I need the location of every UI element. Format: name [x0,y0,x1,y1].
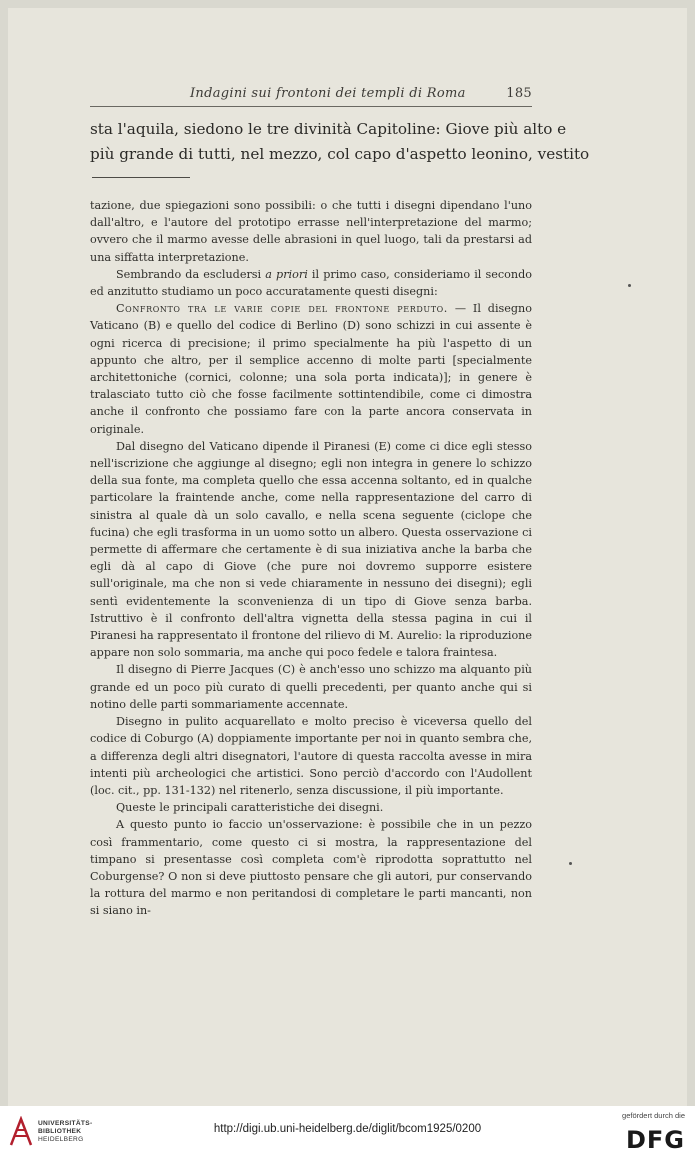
running-header [90,86,532,101]
main-text [90,117,590,167]
dfg-logo: DFG [625,1126,685,1154]
footnote-paragraph: Il disegno di Pierre Jacques (C) è anch'esso uno schizzo ma alquanto più grande ed un poco più curato di quelli precedenti, per quanto anche qui si notino delle parti sommariamente accennate. [90,663,532,711]
main-text-line: sta l'aquila, siedono le tre divinità Capitoline: Giove più alto e [90,120,567,138]
permalink-url[interactable]: http://digi.ub.uni-heidelberg.de/diglit/bcom1925/0200 [213,1123,482,1135]
main-text-line: più grande di tutti, nel mezzo, col capo d'aspetto leonino, vestito [90,145,590,163]
footnote-paragraph: Confronto tra le varie copie del frontone perduto. — Il disegno Vaticano (B) e quello del codice di Berlino (D) sono schizzi in cui assente è ogni ricerca di precisione; il primo specialmente ha più l'aspetto di un appunto che altro, per il semplice accenno di molte parti [specialmente architettoniche (cornici, colonne; una sola porta indicata)]; in genere è tralasciato tutto ciò che fosse facilmente sottintendibile, come ci dimostra anche il confronto che possiamo fare con la parte ancora conservata in originale. [90,302,533,436]
header-rule [90,106,532,107]
funded-by-label: gefördert durch die [622,1111,685,1120]
footnote-paragraph: A questo punto io faccio un'osservazione: è possibile che in un pezzo così frammentario, come questo ci si mostra, la rappresentazione del timpano si presentasse così completa com'è riprodotta soprattutto nel Coburgense? O non si deve piuttosto pensare che gli autori, pur conservando la rottura del marmo e non peritandosi di completare le parti mancanti, non si siano in- [90,818,532,918]
footnote-paragraph: Sembrando da escludersi a priori il primo caso, consideriamo il secondo ed anzitutto studiamo un poco accuratamente questi disegni: [90,267,532,299]
running-title: Indagini sui frontoni dei templi di Roma [190,86,466,101]
page-number: 185 [506,86,532,101]
scan-speck [628,284,631,287]
italic-phrase: a priori [265,267,308,281]
library-name: UNIVERSITÄTS- BIBLIOTHEK HEIDELBERG [38,1120,93,1143]
footnote-paragraph: Queste le principali caratteristiche dei disegni. [116,801,384,815]
section-heading: Confronto tra le varie copie del frontone perduto. [116,302,448,316]
footnote-paragraph: Disegno in pulito acquarellato e molto preciso è viceversa quello del codice di Coburgo (A) doppiamente importante per noi in quanto sembra che, a differenza degli altri disegnatori, l'autore di questa raccolta avesse in mira intenti più archeologici che artistici. Sono perciò d'accordo con l'Audollent (loc. cit., pp. 131-132) nel ritenerlo, senza discussione, il più importante. [90,715,532,797]
footnote-paragraph: tazione, due spiegazioni sono possibili: o che tutti i disegni dipendano l'uno dall'altro, e l'autore del prototipo errasse nell'interpretazione del marmo; ovvero che il marmo avesse delle abrasioni in quel luogo, tali da prestarsi ad una siffatta interpretazione. [90,199,532,264]
scan-speck [569,862,572,865]
footnote [90,197,532,920]
footnote-paragraph: Dal disegno del Vaticano dipende il Piranesi (E) come ci dice egli stesso nell'iscrizione che aggiunge al disegno; egli non integra in genere lo schizzo della sua fonte, ma completa quello che essa accenna soltanto, ed in qualche particolare la fraintende anche, come nella rappresentazione del carro di sinistra al quale dà un solo cavallo, e nella scena seguente (ciclope che fucina) che egli trasforma in un uomo sotto un albero. Questa osservazione ci permette di affermare che certamente è di sua iniziativa anche la barba che egli dà al capo di Giove (che pure noi dovremo supporre esistere sull'originale, ma che non si vede chiaramente in nessuno dei disegni); egli sentì evidentemente la sconvenienza di un tipo di Giove senza barba. Istruttivo è il confronto dell'altra vignetta della stessa pagina in cui il Piranesi ha rappresentato il frontone del rilievo di M. Aurelio: la riproduzione appare non solo sommaria, ma anche qui poco fedele e talora fraintesa. [90,439,532,660]
viewer-footer [0,1106,695,1159]
footnote-rule [92,177,190,178]
